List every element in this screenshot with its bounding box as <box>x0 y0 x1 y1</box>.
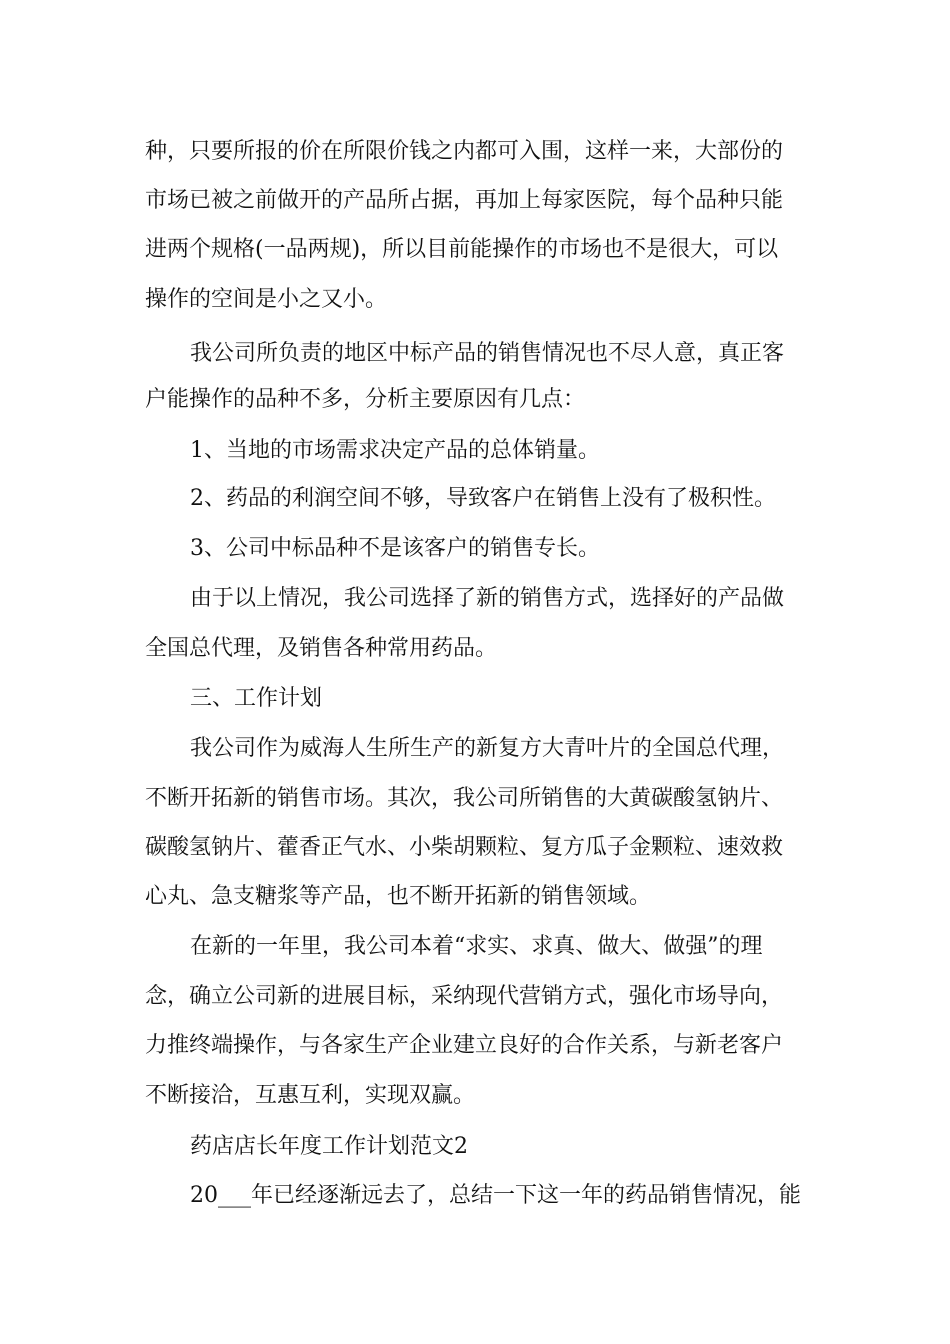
section-heading: 三、工作计划 <box>190 686 323 711</box>
text-line: 碳酸氢钠片、藿香正气水、小柴胡颗粒、复方瓜子金颗粒、速效救 <box>145 835 784 860</box>
text-line: 不断开拓新的销售市场。其次，我公司所销售的大黄碳酸氢钠片、 <box>145 786 784 811</box>
list-item-2: 2、药品的利润空间不够，导致客户在销售上没有了极积性。 <box>190 486 776 511</box>
text-line: 力推终端操作，与各家生产企业建立良好的合作关系，与新老客户 <box>145 1033 784 1058</box>
list-item-3: 3、公司中标品种不是该客户的销售专长。 <box>190 536 600 561</box>
text-line: 不断接洽，互惠互利，实现双赢。 <box>145 1083 476 1108</box>
text-line: 户能操作的品种不多，分析主要原因有几点： <box>145 387 586 412</box>
paragraph-first-line: 在新的一年里，我公司本着“求实、求真、做大、做强”的理 <box>190 934 763 959</box>
paragraph-first-line: 我公司作为威海人生所生产的新复方大青叶片的全国总代理， <box>190 736 785 761</box>
text-line: 心丸、急支糖浆等产品，也不断开拓新的销售领域。 <box>145 884 652 909</box>
text-line: 市场已被之前做开的产品所占据，再加上每家医院，每个品种只能 <box>145 188 784 213</box>
paragraph-first-line: 我公司所负责的地区中标产品的销售情况也不尽人意，真正客 <box>190 341 785 366</box>
text-line: 进两个规格(一品两规)，所以目前能操作的市场也不是很大，可以 <box>145 237 779 262</box>
article-subtitle: 药店店长年度工作计划范文2 <box>190 1134 468 1159</box>
list-item-1: 1、当地的市场需求决定产品的总体销量。 <box>190 438 600 463</box>
text-line: 全国总代理，及销售各种常用药品。 <box>145 636 498 661</box>
text-line: 操作的空间是小之又小。 <box>145 287 388 312</box>
paragraph-first-line: 20___年已经逐渐远去了，总结一下这一年的药品销售情况，能 <box>190 1183 801 1208</box>
paragraph-first-line: 由于以上情况，我公司选择了新的销售方式，选择好的产品做 <box>190 586 785 611</box>
text-line: 种，只要所报的价在所限价钱之内都可入围，这样一来，大部份的 <box>145 139 784 164</box>
text-line: 念，确立公司新的进展目标，采纳现代营销方式，强化市场导向， <box>145 984 784 1009</box>
